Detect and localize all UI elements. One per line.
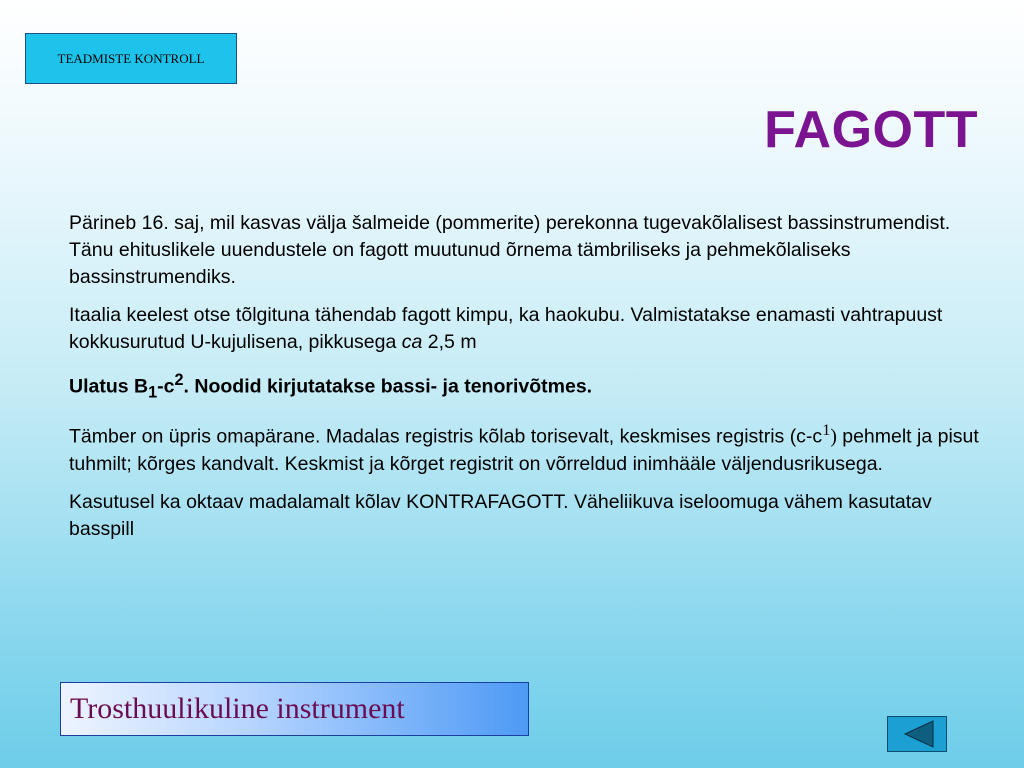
category-label-box xyxy=(60,682,529,736)
paragraph-etymology-text: Itaalia keelest otse tõlgituna tähendab fagott kimpu, ka haokubu. Valmistatakse enamasti vahtrapuust kokkusurutud U-kujulisena, pikkusega xyxy=(69,304,943,353)
triangle-left-icon xyxy=(888,717,946,751)
slide-content xyxy=(69,210,989,554)
range-superscript: 2 xyxy=(174,371,184,389)
slide-title: FAGOTT xyxy=(764,101,978,159)
category-label: Trosthuulikuline instrument xyxy=(70,692,405,725)
back-button[interactable] xyxy=(887,716,947,752)
range-subscript: 1 xyxy=(148,383,158,402)
paragraph-range xyxy=(69,367,989,406)
range-mid: -c xyxy=(157,375,175,398)
knowledge-check-button[interactable] xyxy=(25,33,237,84)
range-start: Ulatus B xyxy=(69,375,149,398)
paragraph-origin: Pärineb 16. saj, mil kasvas välja šalmeide (pommerite) perekonna tugevakõlalisest bassinstrumendist. Tänu ehituslikele uuendustele on fagott muutunud õrnema tämbriliseks ja pehmekõlaliseks bassinstrumendiks. xyxy=(69,212,951,288)
timbre-end: pehmelt ja pisut tuhmilt; kõrges kandvalt. Keskmist ja kõrget registrit on võrreldud inimhääle väljendusrikusega. xyxy=(69,425,979,475)
paragraph-etymology-italic: ca xyxy=(401,331,423,353)
timbre-start: Tämber on üpris omapärane. Madalas registris kõlab torisevalt, keskmises registris (c-c xyxy=(69,425,823,448)
knowledge-check-label: TEADMISTE KONTROLL xyxy=(57,50,205,66)
paragraph-etymology xyxy=(69,302,989,356)
paragraph-etymology-end: 2,5 m xyxy=(422,331,477,353)
range-end: . Noodid kirjutatakse bassi- ja tenorivõtmes. xyxy=(183,375,593,398)
timbre-superscript: 1 xyxy=(822,421,831,440)
paragraph-timbre xyxy=(69,417,989,478)
timbre-paren: ) xyxy=(830,426,837,448)
paragraph-contrabassoon: Kasutusel ka oktaav madalamalt kõlav KONTRAFAGOTT. Väheliikuva iseloomuga vähem kasutatav basspill xyxy=(69,490,932,540)
